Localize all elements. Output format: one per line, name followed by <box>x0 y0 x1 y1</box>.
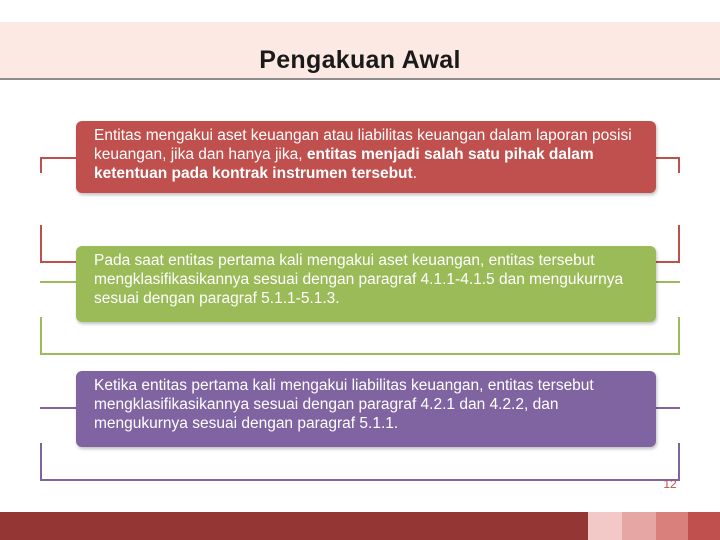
item-2-text: Pada saat entitas pertama kali mengakui aset keuangan, entitas tersebut mengklasifikasikannya sesuai dengan paragraf 4.1.1-4.1.5 dan mengukurnya sesuai dengan paragraf 5.1.1-5.1.3. <box>94 252 624 307</box>
item-1-text: Entitas mengakui aset keuangan atau liabilitas keuangan dalam laporan posisi keuangan, jika dan hanya jika, <box>94 127 632 163</box>
item-1-emphasis: entitas menjadi salah satu pihak dalam ketentuan pada kontrak instrumen tersebut <box>94 146 594 182</box>
footer-block <box>656 512 688 540</box>
footer-block <box>588 512 622 540</box>
footer-block <box>688 512 720 540</box>
item-card-3 <box>76 371 656 447</box>
page-number: 12 <box>663 477 677 491</box>
item-card-2 <box>76 246 656 322</box>
footer-block <box>622 512 656 540</box>
item-card-1 <box>76 121 656 193</box>
item-1-period: . <box>412 165 417 182</box>
item-3-text: Ketika entitas pertama kali mengakui liabilitas keuangan, entitas tersebut mengklasifikasikannya sesuai dengan paragraf 4.2.1 dan 4.2.2, dan mengukurnya sesuai dengan paragraf 5.1.1. <box>94 377 594 432</box>
page-title: Pengakuan Awal <box>259 46 461 74</box>
top-strip <box>0 0 720 20</box>
